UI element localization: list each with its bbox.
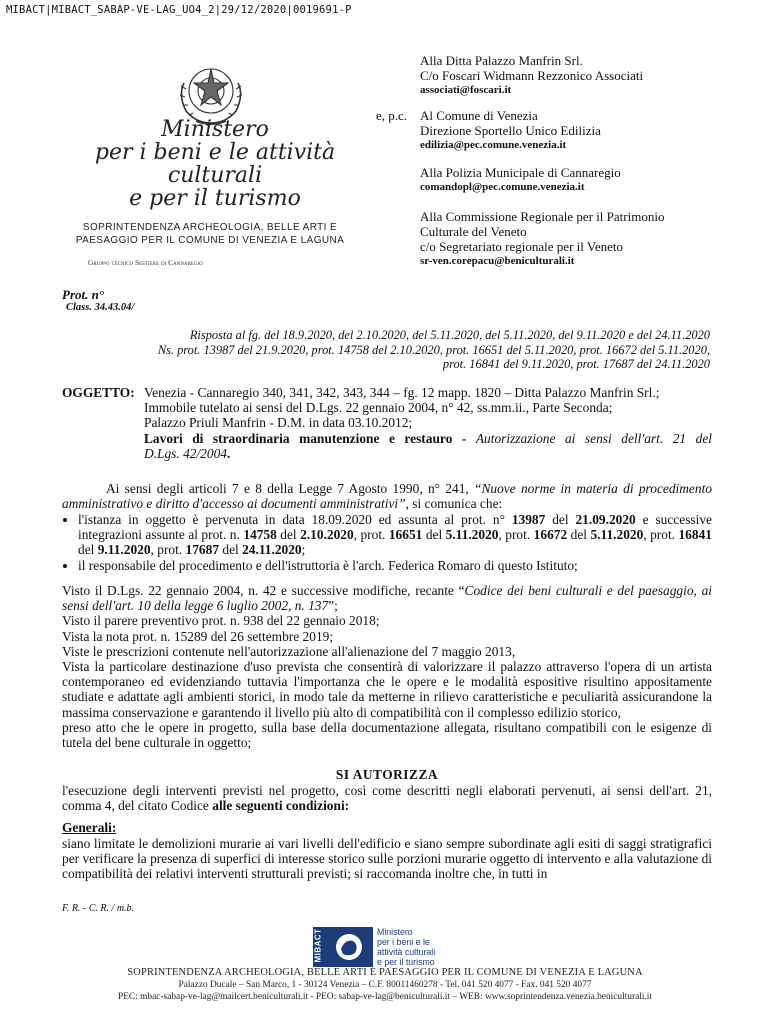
footer [0,967,770,1003]
ep-label: e, p.c. [376,108,408,123]
recipient-3-name: Alla Polizia Municipale di Cannaregio [420,165,621,180]
esecuzione-text: l'esecuzione degli interventi previsti nel progetto, così come descritti negli elaborati pervenuti, ai sensi dell'art. 21, comma 4, del citato Codice [62,783,712,814]
preso-atto: preso atto che le opere in progetto, sulla base della documentazione allegata, risultano compatibili con le esigenze di tutela del bene culturale in oggetto; [62,719,712,751]
soprintendenza-line-1: SOPRINTENDENZA ARCHEOLOGIA, BELLE ARTI E [82,222,338,233]
bullet-1-del-4: del [570,527,587,543]
visto-parere: Visto il parere preventivo prot. n. 938 del 22 gennaio 2018; [62,613,380,629]
ministry-line-3: culturali [167,163,263,188]
recipient-1-co: C/o Foscari Widmann Rezzonico Associati [420,68,644,83]
bullet-1-date-4: 5.11.2020 [590,527,644,543]
bullet-1-prot-5: 16841 [678,527,712,543]
intro-paragraph [62,481,712,511]
recipient-4-co: c/o Segretariato regionale per il Veneto [420,239,623,254]
ministry-logo-text [70,118,360,210]
intro-text-a: Ai sensi degli articoli 7 e 8 della Legge 7 Agosto 1990, n° 241, [106,481,469,496]
generali-title: Generali: [62,820,117,835]
ministry-line-2: per i beni e le attività [94,140,336,165]
visto-codice-a: Visto il D.Lgs. 22 gennaio 2004, n. 42 e successive modifiche, recante “ [62,583,465,598]
class-number: Class. 34.43.04/ [66,302,135,313]
bullet-1-del-6: del [222,542,239,558]
recipient-1-name: Alla Ditta Palazzo Manfrin Srl. [420,53,583,68]
recipient-3-email[interactable]: comandopl@pec.comune.venezia.it [420,181,585,193]
recipient-2-dept: Direzione Sportello Unico Edilizia [420,123,601,138]
oggetto-text [144,385,712,461]
recipient-2-name: Al Comune di Venezia [420,108,538,123]
footer-address: Palazzo Ducale – San Marco, 1 - 30124 Venezia – C.F. 80011460278 - Tel. 041 520 4077 - Fax. 041 520 4077 [178,980,592,990]
oggetto-line-5: D.Lgs. 42/2004 [144,445,227,461]
bullet-1-date-2: 2.10.2020 [300,527,354,543]
si-autorizza-heading: SI AUTORIZZA [335,767,439,782]
oggetto-line-3: Palazzo Priuli Manfrin - D.M. in data 03.10.2012; [144,415,413,431]
recipient-4-name: Alla Commissione Regionale per il Patrimonio [420,209,665,224]
bullet-1-prot-6: 17687 [185,542,220,558]
vista-destinazione: Vista la particolare destinazione d'uso prevista che consentirà di valorizzare il palazzo attraverso l'opera di un artista contemporaneo ed evidenziando tuttavia l'importanza che le opere e le modalità espositive risultino appositamente studiate e adattate agli ambienti storici, in modo tale da metterne in rilievo caratteristiche e peculiarità assicurandone la massima conservazione e garantendo il livello più alto di compatibilità con il complesso edilizio storico, [62,659,712,720]
risposta-line-1: Risposta al fg. del 18.9.2020, del 2.10.2020, del 5.11.2020, del 5.11.2020, del 9.11.2020 e del 24.11.2020 [189,328,710,342]
visto-section [62,583,712,750]
ministry-line-4: e per il turismo [129,186,301,211]
protocol-stamp: MIBACT|MIBACT_SABAP-VE-LAG_UO4_2|29/12/2020|0019691-P [6,4,352,16]
prot-number: Prot. n° [62,287,105,302]
generali-text: siano limitate le demolizioni murarie ai vari livelli dell'edificio e siano sempre subordinate agli esiti di saggi stratigrafici per verificare la presenza di superfici di interesse storico sulle porzioni murarie oggetto di intervento e alla valutazione di compatibilità dei relativi interventi strutturali previsti; si raccomanda inoltre che, in tutti in [62,836,712,882]
procedure-bullets [62,512,712,573]
recipient-4 [420,209,750,269]
recipient-4-email[interactable]: sr-ven.corepacu@beniculturali.it [420,255,575,267]
visto-codice-b: ”; [328,598,338,614]
footer-logo-line-3: attività culturali [377,947,436,957]
bullet-1-del-5: del [78,542,95,558]
bullet-1-text-b: e successive integrazioni assunte al prot. n. [78,512,712,543]
bullet-1-date-1: 21.09.2020 [575,512,636,527]
oggetto-line-1: Venezia - Cannaregio 340, 341, 342, 343, 344 – fg. 12 mapp. 1820 – Ditta Palazzo Manfrin Srl.; [144,385,660,400]
oggetto-line-4-italic: Autorizzazione ai sensi dell'art. 21 del [475,430,712,446]
oggetto-label: OGGETTO: [62,385,135,400]
visto-codice [62,583,712,613]
risposta-block [100,328,710,372]
esecuzione-conditions: alle seguenti condizioni: [212,798,350,814]
footer-logo-line-2: per i beni e le [377,937,430,947]
risposta-line-3: prot. 16841 del 9.11.2020, prot. 17687 del 24.11.2020 [442,357,710,371]
intro-law-title: “Nuove norme in materia di procedimento amministrativo e diritto d'accesso ai documenti amministrativi” [62,481,712,512]
bullet-1-del-3: del [425,527,443,543]
bullet-1-prot-1: 13987 [511,512,546,527]
recipient-2-email[interactable]: edilizia@pec.comune.venezia.it [420,139,567,151]
bullet-1-prot-label-4: prot. [505,527,531,543]
bullet-1-del-2: del [280,527,297,543]
risposta-line-2: Ns. prot. 13987 del 21.9.2020, prot. 14758 del 2.10.2020, prot. 16651 del 5.11.2020, prot. 16672 del 5.11.2020, [157,342,710,357]
recipient-4-name2: Culturale del Veneto [420,224,527,239]
footer-logo-line-1: Ministero [377,927,413,937]
bullet-1-text-a: l'istanza in oggetto è pervenuta in data 18.09.2020 ed assunta al prot. n° [78,512,505,527]
footer-contacts[interactable]: PEC: mbac-sabap-ve-lag@mailcert.beniculturali.it - PEO: sabap-ve-lag@beniculturali.it – WEB: www.soprintendenza.venezia.beniculturali.it [117,992,653,1002]
oggetto-line-4-bold: Lavori di straordinaria manutenzione e restauro - [144,430,467,446]
bullet-1-date-3: 5.11.2020 [445,527,499,543]
mibact-vertical-label: MIBACT [313,928,323,963]
esecuzione-paragraph [62,783,712,813]
bullet-1-prot-2: 14758 [243,527,277,543]
viste-prescrizioni: Viste le prescrizioni contenute nell'autorizzazione all'alienazione del 7 maggio 2013, [62,643,516,659]
recipient-3 [420,165,750,195]
bullet-1-prot-label-5: prot. [650,527,676,543]
gruppo-tecnico: Gruppo tecnico Sestiere di Cannaregio [88,258,203,267]
ministry-line-1: Ministero [161,117,269,142]
footer-logo-line-4: e per il turismo [377,957,435,967]
bullet-1-date-6: 24.11.2020 [242,542,302,558]
bullet-1-prot-3: 16651 [388,527,423,543]
recipient-1-email[interactable]: associati@foscari.it [420,84,512,96]
soprintendenza-header [60,221,360,247]
initials: F. R. - C. R. / m.b. [62,903,135,914]
bullet-1-prot-label-3: prot. [360,527,386,543]
visto-codice-title: Codice dei beni culturali e del paesaggio, ai sensi dell'art. 10 della legge 6 luglio 2002, n. 137 [62,583,712,614]
oggetto-line-5-end: . [226,445,231,461]
intro-text-c: , si comunica che: [405,496,503,512]
vista-nota: Vista la nota prot. n. 15289 del 26 settembre 2019; [62,628,334,644]
footer-institution: SOPRINTENDENZA ARCHEOLOGIA, BELLE ARTI E PAESAGGIO PER IL COMUNE DI VENEZIA E LAGUNA [127,967,643,978]
oggetto-line-2: Immobile tutelato ai sensi del D.Lgs. 22 gennaio 2004, n° 42, ss.mm.ii., Parte Seconda; [144,400,613,416]
recipient-1 [420,53,750,98]
bullet-1-prot-label-6: prot. [157,542,183,558]
bullet-1-date-5: 9.11.2020 [97,542,151,558]
bullet-1-del-1: del [552,512,569,527]
soprintendenza-line-2: PAESAGGIO PER IL COMUNE DI VENEZIA E LAGUNA [75,235,345,246]
bullet-1-prot-4: 16672 [533,527,568,543]
recipient-2 [420,108,750,153]
mibact-logo-icon [313,927,373,967]
bullet-responsabile: • il responsabile del procedimento e dell'istruttoria è l'arch. Federica Romaro di questo Istituto; [78,558,712,573]
bullet-istanza: • l'istanza in oggetto è pervenuta in data 18.09.2020 ed assunta al prot. n° 13987 del 21.09.2020 e successive integrazioni assunte al prot. n. 14758 del 2.10.2020, prot. 16651 del 5.11.2020, prot. 16672 del 5.11.2020, prot. 16841 del 9.11.2020, prot. 17687 del 24.11.2020; [78,512,712,558]
footer-ministry-text [377,927,435,967]
